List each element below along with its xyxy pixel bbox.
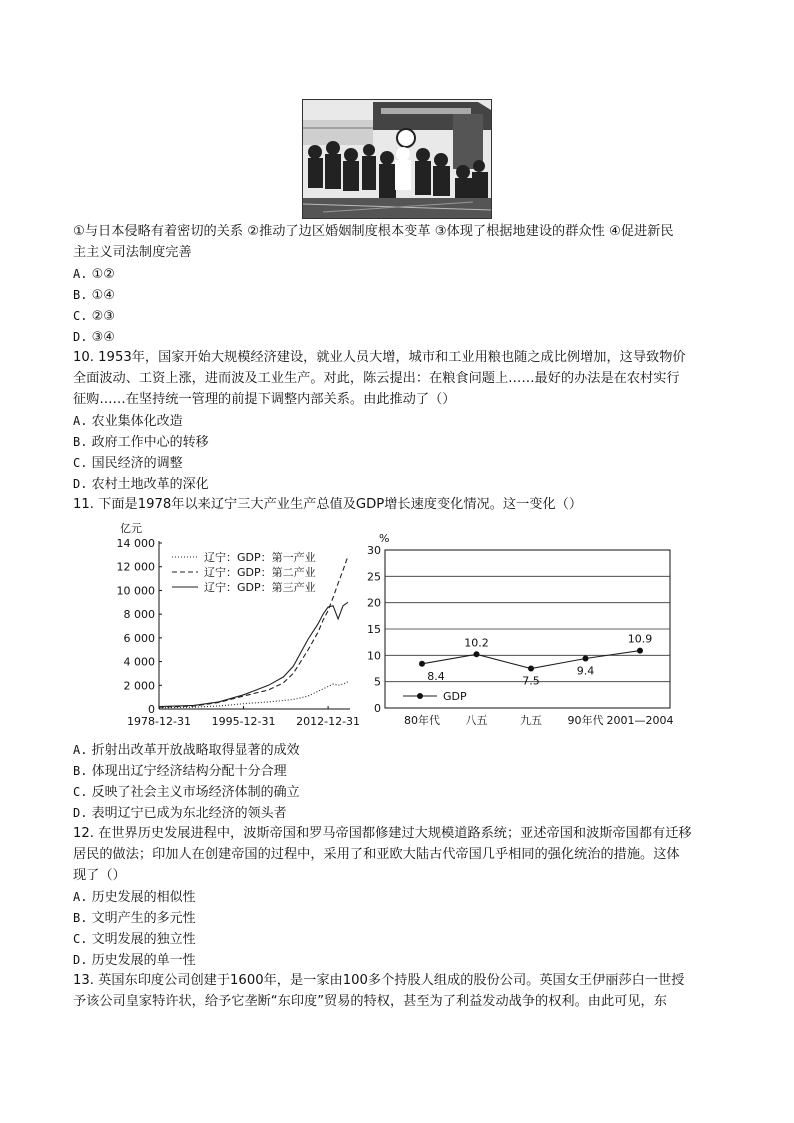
right-chart-data-label: 7.5 <box>522 674 540 688</box>
woodcut-illustration <box>302 99 492 219</box>
right-chart-ytick-label: 10 <box>367 649 381 663</box>
right-chart-ytick-label: 5 <box>374 675 381 689</box>
q12-stem-line1: 12. 在世界历史发展进程中，波斯帝国和罗马帝国都修建过大规模道路系统；亚述帝国和波斯帝国都有迁移 <box>73 826 692 841</box>
left-chart-ytick-label: 2 000 <box>123 679 155 693</box>
left-legend-label: 辽宁：GDP：第一产业 <box>204 551 316 564</box>
left-chart-legend <box>172 550 316 594</box>
right-chart-data-label: 9.4 <box>576 664 595 678</box>
right-chart-gdp-point <box>637 648 643 654</box>
q10-stem-line3: 征购……在坚持统一管理的前提下调整内部关系。由此推动了（） <box>73 392 456 407</box>
left-chart-ylabel: 亿元 <box>120 522 142 535</box>
left-chart-ytick-label: 8 000 <box>123 608 155 622</box>
q9-option-b[interactable]: B. ①④ <box>73 288 115 303</box>
right-chart-xtick-label: 2001—2004 <box>606 714 674 727</box>
right-chart-data-label: 10.2 <box>464 636 489 650</box>
right-legend-marker <box>417 693 423 699</box>
q10-option-c[interactable]: C. 国民经济的调整 <box>73 456 183 471</box>
right-chart-gdp-point <box>474 651 480 657</box>
right-chart-xtick-label: 80年代 <box>404 714 440 727</box>
left-chart-ytick-label: 14 000 <box>116 537 155 550</box>
left-chart-ytick-label: 4 000 <box>123 655 155 669</box>
q12-option-c[interactable]: C. 文明发展的独立性 <box>73 932 196 947</box>
q9-option-c[interactable]: C. ②③ <box>73 309 115 324</box>
q10-option-b[interactable]: B. 政府工作中心的转移 <box>73 435 209 450</box>
right-legend-label: GDP <box>443 690 467 703</box>
liaoning-industry-output-chart <box>110 519 360 734</box>
left-chart-xtick-label: 2012-12-31 <box>296 715 360 728</box>
right-chart-xtick-label: 90年代 <box>567 714 604 727</box>
right-chart-xtick-label: 九五 <box>520 714 542 727</box>
q12-stem-line2: 居民的做法；印加人在创建帝国的过程中，采用了和亚欧大陆古代帝国几乎相同的强化统治的措施。这体 <box>73 847 680 862</box>
left-chart-ytick-label: 10 000 <box>116 584 155 598</box>
q12-option-d[interactable]: D. 历史发展的单一性 <box>73 953 196 968</box>
right-chart-ytick-label: 0 <box>374 702 381 715</box>
right-chart-data-label: 8.4 <box>427 669 445 683</box>
liaoning-gdp-growth-chart <box>367 530 677 730</box>
left-legend-label: 辽宁：GDP：第三产业 <box>204 581 316 594</box>
right-chart-ylabel: % <box>379 532 390 545</box>
q9-option-d[interactable]: D. ③④ <box>73 330 115 345</box>
left-chart-xtick-label: 1995-12-31 <box>211 715 276 728</box>
q10-stem-line1: 10. 1953年，国家开始大规模经济建设，就业人员大增，城市和工业用粮也随之成比例增加，这导致物价 <box>73 350 686 365</box>
q12-option-a[interactable]: A. 历史发展的相似性 <box>73 890 196 905</box>
right-chart-gdp-point <box>528 666 534 672</box>
q9-statements-line2: 主主义司法制度完善 <box>73 245 192 260</box>
q12-option-b[interactable]: B. 文明产生的多元性 <box>73 911 196 926</box>
q11-option-b[interactable]: B. 体现出辽宁经济结构分配十分合理 <box>73 764 287 779</box>
right-chart-data-label: 10.9 <box>627 632 653 646</box>
q12-stem-line3: 现了（） <box>73 868 126 883</box>
left-chart-xtick-label: 1978-12-31 <box>127 715 191 728</box>
right-chart-xtick-label: 八五 <box>465 714 488 727</box>
right-chart-gdp-point <box>419 661 425 667</box>
q11-option-d[interactable]: D. 表明辽宁已成为东北经济的领头者 <box>73 806 287 821</box>
right-chart-ytick-label: 20 <box>367 596 381 610</box>
right-chart-gdp-point <box>583 655 589 661</box>
q11-option-c[interactable]: C. 反映了社会主义市场经济体制的确立 <box>73 785 300 800</box>
q11-option-a[interactable]: A. 折射出改革开放战略取得显著的成效 <box>73 743 300 758</box>
left-chart-ytick-label: 12 000 <box>116 560 155 574</box>
q9-statements-line1: ①与日本侵略有着密切的关系 ②推动了边区婚姻制度根本变革 ③体现了根据地建设的群众性 ④促进新民 <box>73 224 674 239</box>
q13-stem-line2: 予该公司皇家特许状，给予它垄断“东印度”贸易的特权，甚至为了利益发动战争的权利。由此可见，东 <box>73 994 667 1009</box>
q10-option-d[interactable]: D. 农村土地改革的深化 <box>73 477 209 492</box>
right-chart-ytick-label: 25 <box>367 570 381 584</box>
right-chart-legend <box>403 690 467 703</box>
left-chart-series-line-1 <box>159 682 348 708</box>
left-legend-label: 辽宁：GDP：第二产业 <box>204 566 316 579</box>
right-chart-ytick-label: 15 <box>367 623 381 636</box>
q10-option-a[interactable]: A. 农业集体化改造 <box>73 414 183 429</box>
q10-stem-line2: 全面波动、工资上涨，进而波及工业生产。对此，陈云提出：在粮食问题上……最好的办法是在农村实行 <box>73 371 680 386</box>
right-chart-ytick-label: 30 <box>367 544 381 557</box>
q9-option-a[interactable]: A. ①② <box>73 267 115 282</box>
q13-stem-line1: 13. 英国东印度公司创建于1600年，是一家由100多个持股人组成的股份公司。英国女王伊丽莎白一世授 <box>73 973 685 988</box>
left-chart-ytick-label: 0 <box>148 703 155 716</box>
q11-stem-line1: 11. 下面是1978年以来辽宁三大产业生产总值及GDP增长速度变化情况。这一变化（） <box>73 497 583 512</box>
left-chart-ytick-label: 6 000 <box>123 631 155 645</box>
